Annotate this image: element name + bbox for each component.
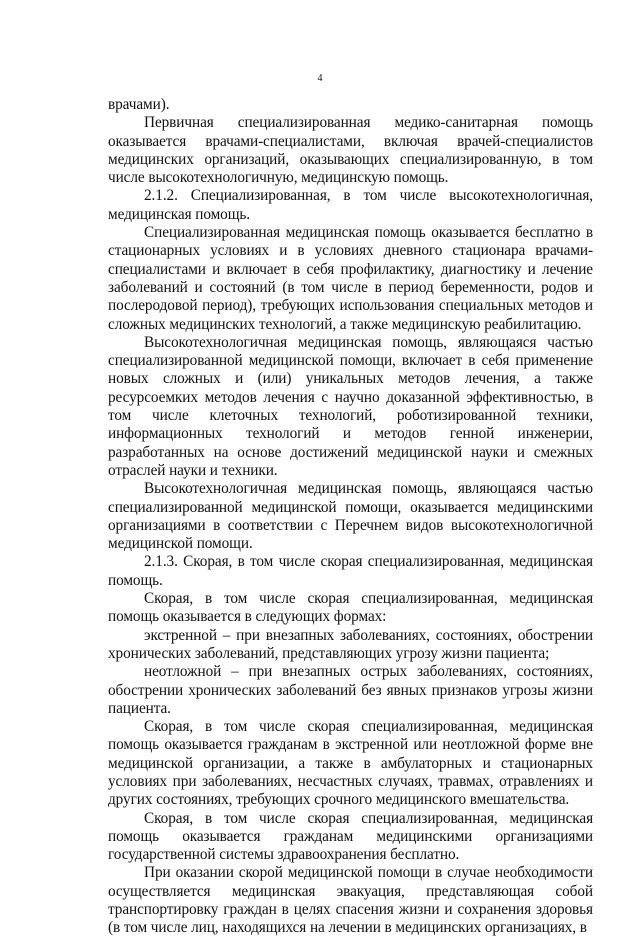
section-heading-2-1-2: 2.1.2. Специализированная, в том числе высокотехнологичная, медицинская помощь. bbox=[108, 187, 593, 223]
paragraph: Скорая, в том числе скорая специализированная, медицинская помощь оказывается гражданам в экстренной или неотложной форме вне медицинской организации, а также в амбулаторных и стационарных условиях при заболеваниях, несчастных случаях, травмах, отравлениях и других состояниях, требующих срочного медицинского вмешательства. bbox=[108, 718, 593, 809]
list-item-emergency: экстренной – при внезапных заболеваниях, состояниях, обострении хронических заболеваний, представляющих угрозу жизни пациента; bbox=[108, 626, 593, 662]
paragraph-continuation: врачами). bbox=[108, 96, 170, 113]
paragraph: Скорая, в том числе скорая специализированная, медицинская помощь оказывается гражданам медицинскими организациями государственной системы здравоохранения бесплатно. bbox=[108, 809, 593, 864]
paragraph: Высокотехнологичная медицинская помощь, являющаяся частью специализированной медицинской помощи, оказывается медицинскими организациями в соответствии с Перечнем видов высокотехнологичной медицинской помощи. bbox=[108, 480, 593, 553]
paragraph: При оказании скорой медицинской помощи в случае необходимости осуществляется медицинская эвакуация, представляющая собой транспортировку граждан в целях спасения жизни и сохранения здоровья (в том числе лиц, находящихся на лечении в медицинских организациях, в bbox=[108, 864, 593, 937]
paragraph: Высокотехнологичная медицинская помощь, являющаяся частью специализированной медицинской помощи, включает в себя применение новых сложных и (или) уникальных методов лечения, а также ресурсоемких методов лечения с научно доказанной эффективностью, в том числе клеточных технологий, роботизированной техники, информационных технологий и методов генной инженерии, разработанных на основе достижений медицинской науки и смежных отраслей науки и техники. bbox=[108, 333, 593, 479]
document-body bbox=[108, 96, 593, 938]
list-item-urgent: неотложной – при внезапных острых заболеваниях, состояниях, обострении хронических заболеваний без явных признаков угрозы жизни пациента. bbox=[108, 663, 593, 717]
paragraph: Первичная специализированная медико-санитарная помощь оказывается врачами-специалистами, включая врачей-специалистов медицинских организаций, оказывающих специализированную, в том числе высокотехнологичную, медицинскую помощь. bbox=[108, 114, 593, 187]
section-heading-2-1-3: 2.1.3. Скорая, в том числе скорая специализированная, медицинская помощь. bbox=[108, 553, 593, 589]
paragraph: Скорая, в том числе скорая специализированная, медицинская помощь оказывается в следующих формах: bbox=[108, 590, 593, 626]
page-number: 4 bbox=[317, 73, 323, 84]
paragraph: Специализированная медицинская помощь оказывается бесплатно в стационарных условиях и в условиях дневного стационара врачами-специалистами и включает в себя профилактику, диагностику и лечение заболеваний и состояний (в том числе в период беременности, родов и послеродовой период), требующих использования специальных методов и сложных медицинских технологий, а также медицинскую реабилитацию. bbox=[108, 224, 593, 333]
